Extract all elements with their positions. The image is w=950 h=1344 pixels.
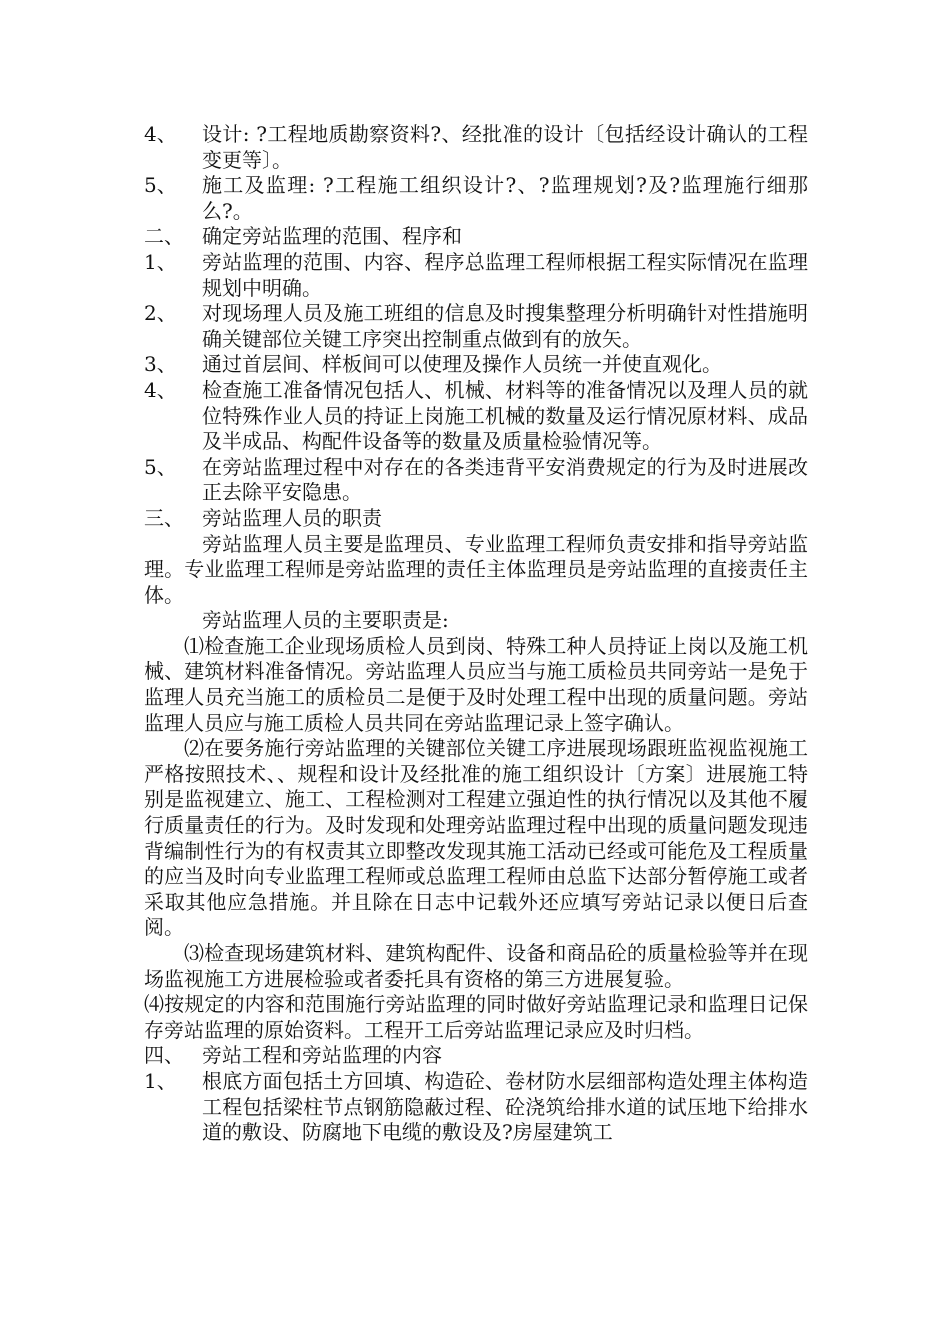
numbered-item — [144, 352, 808, 378]
numbered-item — [144, 250, 808, 301]
item-text: 施工及监理: ?工程施工组织设计?、?监理规划?及?监理施行细那么?。 — [202, 173, 808, 223]
item-text: 设计: ?工程地质勘察资料?、经批准的设计〔包括经设计确认的工程变更等〕。 — [202, 122, 808, 172]
item-text: 旁站工程和旁站监理的内容 — [202, 1043, 442, 1068]
numbered-item — [144, 1069, 808, 1146]
numbered-item — [144, 224, 808, 250]
numbered-item — [144, 378, 808, 455]
item-number: 4、 — [144, 122, 177, 146]
item-number: 四、 — [144, 1043, 184, 1068]
paragraph: 旁站监理人员主要是监理员、专业监理工程师负责安排和指导旁站监理。专业监理工程师是旁站监理的责任主体监理员是旁站监理的直接责任主体。 — [144, 531, 808, 607]
item-number: 1、 — [144, 1068, 177, 1093]
item-number: 1、 — [144, 249, 177, 274]
paragraph: ⑵在要务施行旁站监理的关键部位关键工序进展现场跟班监视监视施工严格按照技术、、规程和设计及经批准的施工组织设计〔方案〕进展施工特别是监视建立、施工、工程检测对工程建立强迫性的执行情况以及其他不履行质量责任的行为。及时发现和处理旁站监理过程中出现的质量问题发现违背编制性行为的有权责其立即整改发现其施工活动已经或可能危及工程质量的应当及时向专业监理工程师或总监理工程师由总监下达部分暂停施工或者采取其他应急措施。并且除在日志中记载外还应填写旁站记录以便日后查阅。 — [144, 736, 808, 940]
numbered-item — [144, 173, 808, 224]
item-text: 确定旁站监理的范围、程序和 — [202, 224, 462, 249]
paragraph: ⑷按规定的内容和范围施行旁站监理的同时做好旁站监理记录和监理日记保存旁站监理的原始资料。工程开工后旁站监理记录应及时归档。 — [144, 992, 808, 1042]
item-text: 检查施工准备情况包括人、机械、材料等的准备情况以及理人员的就位特殊作业人员的持证上岗施工机械的数量及运行情况原材料、成品及半成品、构配件设备等的数量及质量检验情况等。 — [202, 377, 808, 454]
numbered-item — [144, 122, 808, 173]
item-text: 对现场理人员及施工班组的信息及时搜集整理分析明确针对性措施明确关键部位关键工序突出控制重点做到有的放矢。 — [202, 301, 808, 351]
numbered-item — [144, 506, 808, 532]
item-number: 4、 — [144, 377, 177, 402]
paragraph: ⑶检查现场建筑材料、建筑构配件、设备和商品砼的质量检验等并在现场监视施工方进展检验或者委托具有资格的第三方进展复验。 — [144, 941, 808, 991]
paragraph: ⑴检查施工企业现场质检人员到岗、特殊工种人员持证上岗以及施工机械、建筑材料准备情况。旁站监理人员应当与施工质检员共同旁站一是免于监理人员充当施工的质检员二是便于及时处理工程中出现的质量问题。旁站监理人员应与施工质检人员共同在旁站监理记录上签字确认。 — [144, 633, 808, 735]
document-body — [144, 122, 808, 1146]
paragraph: 旁站监理人员的主要职责是: — [202, 608, 449, 633]
item-number: 5、 — [144, 173, 177, 198]
item-number: 三、 — [144, 505, 184, 530]
item-text: 在旁站监理过程中对存在的各类违背平安消费规定的行为及时进展改正去除平安隐患。 — [202, 454, 808, 505]
item-number: 5、 — [144, 454, 177, 479]
numbered-item — [144, 301, 808, 352]
item-text: 旁站监理的范围、内容、程序总监理工程师根据工程实际情况在监理规划中明确。 — [202, 249, 808, 300]
item-number: 3、 — [144, 352, 177, 377]
item-text: 通过首层间、样板间可以使理及操作人员统一并使直观化。 — [202, 352, 722, 377]
item-number: 2、 — [144, 301, 177, 326]
item-number: 二、 — [144, 224, 184, 249]
item-text: 根底方面包括土方回填、构造砼、卷材防水层细部构造处理主体构造工程包括梁柱节点钢筋隐蔽过程、砼浇筑给排水道的试压地下给排水道的敷设、防腐地下电缆的敷设及?房屋建筑工 — [202, 1068, 808, 1145]
numbered-item — [144, 455, 808, 506]
numbered-item — [144, 1043, 808, 1069]
item-text: 旁站监理人员的职责 — [202, 505, 382, 530]
